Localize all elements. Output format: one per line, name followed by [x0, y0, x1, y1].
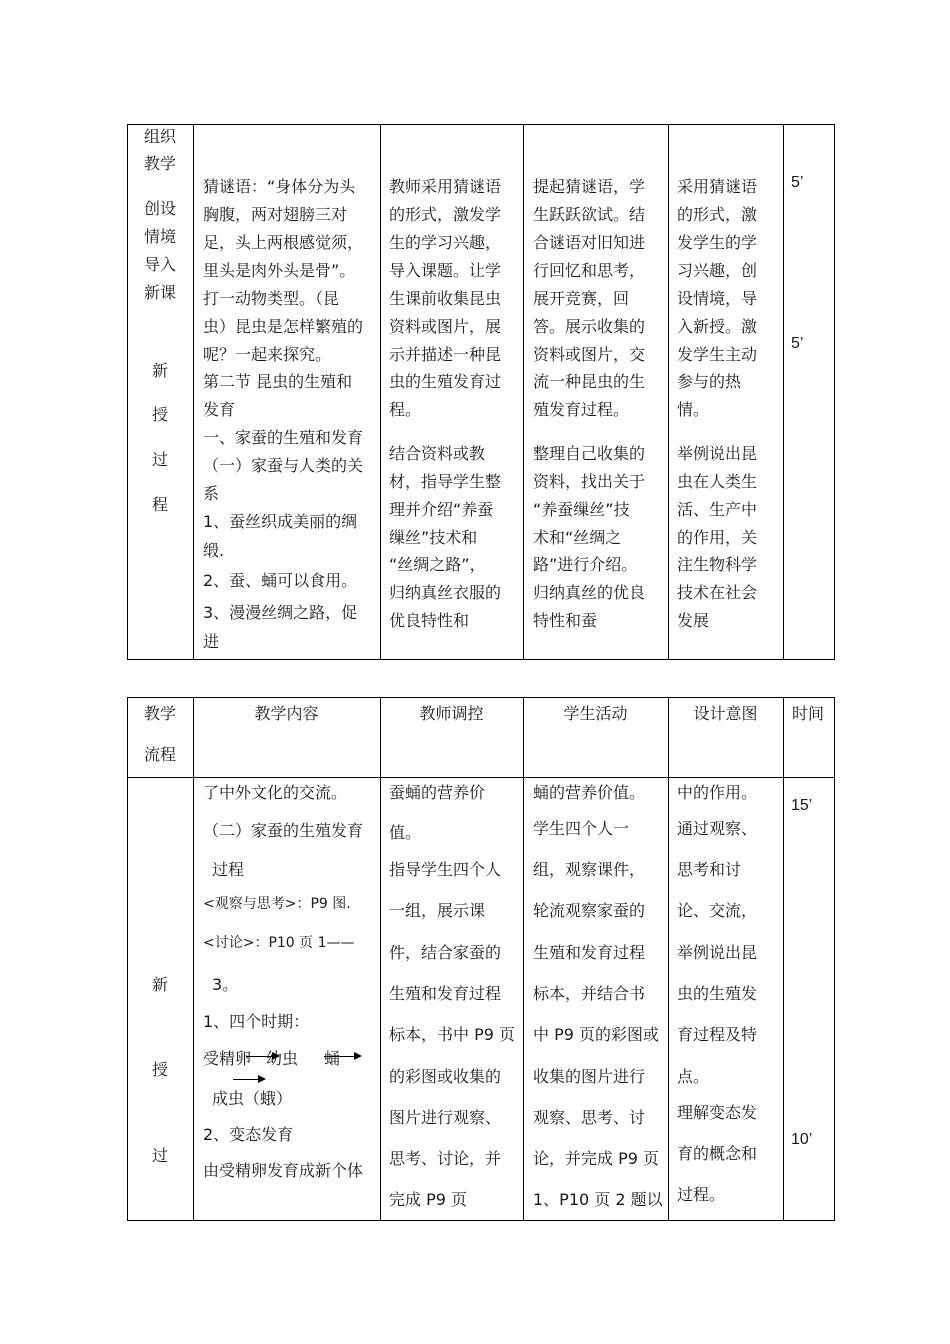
- t1-time-value: 5’: [791, 174, 804, 191]
- t1-teacher-line: 示并描述一种昆: [389, 345, 502, 364]
- t1-content-line: 虫）昆虫是怎样繁殖的: [203, 317, 364, 336]
- t2-student-line: 收集的图片进行: [533, 1067, 646, 1086]
- t2-design-line: 思考和讨: [677, 860, 742, 879]
- t2-time-value: 15’: [791, 797, 813, 814]
- t2-student-line: 中 P9 页的彩图或: [533, 1025, 660, 1044]
- t1-content-line: 足，头上两根感觉须，: [203, 233, 364, 252]
- t1-student-line: 流一种昆虫的生: [533, 372, 646, 391]
- t1-student-line: 展开竞赛，回: [533, 289, 630, 308]
- col-divider: [783, 698, 784, 1220]
- col-divider: [523, 125, 524, 659]
- stage-adult-label: 成虫（蛾）: [212, 1089, 293, 1108]
- t2-content-line: <讨论>：P10 页 1——: [203, 935, 355, 951]
- t2-student-line: 组，观察课件，: [533, 860, 646, 879]
- t1-student-line: 资料或图片，交: [533, 345, 646, 364]
- t2-student-line: 轮流观察家蚕的: [533, 901, 646, 920]
- t2-teacher-line: 的彩图或收集的: [389, 1067, 502, 1086]
- t1-process-text: 教学: [144, 154, 177, 173]
- t1-design-line: 技术在社会: [677, 583, 758, 602]
- t1-student-line: 路”进行介绍。: [533, 555, 638, 574]
- t2-header-design: 设计意图: [693, 704, 758, 723]
- t1-student-line: 特性和蚕: [533, 611, 598, 630]
- t1-content-line: 进: [203, 632, 220, 651]
- arrow-icon: [324, 1056, 360, 1057]
- t1-teacher-line: 生课前收集昆虫: [389, 289, 502, 308]
- t1-student-line: 行回忆和思考，: [533, 261, 646, 280]
- col-divider: [380, 125, 381, 659]
- col-divider: [783, 125, 784, 659]
- t1-design-line: 参与的热: [677, 372, 742, 391]
- t2-student-line: 1、P10 页 2 题以: [533, 1190, 663, 1209]
- stage-larva-label: 幼虫: [266, 1049, 299, 1068]
- t1-teacher-line: 归纳真丝衣服的: [389, 583, 502, 602]
- t2-student-line: 生殖和发育过程: [533, 943, 646, 962]
- t2-design-line: 论、交流，: [677, 901, 758, 920]
- t1-design-line: 举例说出昆: [677, 444, 758, 463]
- t1-process-text: 导入: [144, 255, 177, 274]
- t1-design-line: 入新授。激: [677, 317, 758, 336]
- t1-student-line: 答。展示收集的: [533, 317, 646, 336]
- t2-teacher-line: 标本，书中 P9 页: [389, 1025, 516, 1044]
- t1-teacher-line: 程。: [389, 400, 422, 419]
- col-divider: [193, 125, 194, 659]
- t1-student-line: 殖发育过程。: [533, 400, 630, 419]
- t1-process-text: 授: [152, 405, 169, 424]
- t2-teacher-line: 蚕蛹的营养价: [389, 783, 486, 802]
- t2-design-line: 点。: [677, 1067, 710, 1086]
- header-divider: [128, 777, 834, 778]
- t2-header-flow: 教学: [144, 704, 177, 723]
- t1-student-line: 资料，找出关于: [533, 472, 646, 491]
- t1-content-line: 第二节 昆虫的生殖和: [203, 372, 353, 391]
- t2-student-line: 蛹的营养价值。: [533, 783, 646, 802]
- t2-design-line: 举例说出昆: [677, 943, 758, 962]
- t2-teacher-line: 完成 P9 页: [389, 1190, 468, 1209]
- t2-teacher-line: 指导学生四个人: [389, 860, 502, 879]
- t1-process-text: 创设: [144, 199, 177, 218]
- t2-teacher-line: 图片进行观察、: [389, 1108, 502, 1127]
- t2-design-line: 通过观察、: [677, 819, 758, 838]
- t1-content-line: 里头是肉外头是骨”。: [203, 261, 356, 280]
- t2-design-line: 中的作用。: [677, 783, 758, 802]
- t2-student-line: 观察、思考、讨: [533, 1108, 646, 1127]
- t1-student-line: 提起猜谜语，学: [533, 177, 646, 196]
- t2-design-line: 过程。: [677, 1185, 726, 1204]
- t1-content-line: 一、家蚕的生殖和发育: [203, 428, 364, 447]
- t2-teacher-line: 一组，展示课: [389, 901, 486, 920]
- t2-design-line: 理解变态发: [677, 1103, 758, 1122]
- t1-teacher-line: 生的学习兴趣，: [389, 233, 502, 252]
- t2-content-line: 由受精卵发育成新个体: [203, 1161, 364, 1180]
- t1-content-line: 打一动物类型。（昆: [203, 289, 340, 308]
- t1-teacher-line: 资料或图片，展: [389, 317, 502, 336]
- t1-teacher-line: 结合资料或教: [389, 444, 486, 463]
- t1-student-line: “养蚕缫丝”技: [533, 500, 630, 519]
- arrow-icon: [233, 1079, 264, 1080]
- col-divider: [668, 698, 669, 1220]
- t1-design-line: 活、生产中: [677, 500, 758, 519]
- t2-header-teacher: 教师调控: [419, 704, 484, 723]
- t1-student-line: 术和“丝绸之: [533, 528, 622, 547]
- t2-teacher-line: 生殖和发育过程: [389, 984, 502, 1003]
- t1-process-text: 情境: [144, 227, 177, 246]
- t1-teacher-line: 缫丝”技术和: [389, 528, 478, 547]
- t1-time-value: 5’: [791, 335, 804, 352]
- t1-process-text: 新课: [144, 283, 177, 302]
- t1-design-line: 设情境，导: [677, 289, 758, 308]
- t2-header-time: 时间: [791, 704, 824, 723]
- t2-content-line: <观察与思考>：P9 图.: [203, 896, 351, 912]
- t2-content-line: （二）家蚕的生殖发育: [203, 821, 364, 840]
- t1-teacher-line: 导入课题。让学: [389, 261, 502, 280]
- t1-process-text: 组织: [144, 127, 177, 146]
- t2-content-line: 1、四个时期：: [203, 1012, 310, 1031]
- t2-header-content: 教学内容: [254, 704, 319, 723]
- t2-teacher-line: 件，结合家蚕的: [389, 943, 502, 962]
- t1-teacher-line: 材，指导学生整: [389, 472, 502, 491]
- t2-content-line: 了中外文化的交流。: [203, 783, 348, 802]
- t1-design-line: 的形式，激: [677, 205, 758, 224]
- t1-design-line: 的作用，关: [677, 528, 758, 547]
- t1-content-line: （一）家蚕与人类的关: [203, 456, 364, 475]
- t2-header-student: 学生活动: [563, 704, 628, 723]
- t1-teacher-line: 的形式，激发学: [389, 205, 502, 224]
- stage-pupa-label: 蛹: [324, 1049, 341, 1068]
- t2-process-text: 过: [152, 1146, 169, 1165]
- t2-content-line: 3。: [212, 975, 239, 994]
- t1-design-line: 习兴趣，创: [677, 261, 758, 280]
- t1-content-line: 2、蚕、蛹可以食用。: [203, 571, 358, 590]
- t1-teacher-line: 理并介绍“养蚕: [389, 500, 494, 519]
- t1-design-line: 发学生主动: [677, 345, 758, 364]
- t2-process-text: 新: [152, 975, 169, 994]
- t2-student-line: 论，并完成 P9 页: [533, 1149, 660, 1168]
- stage-egg-label: 受精卵: [203, 1049, 252, 1068]
- t1-design-line: 注生物科学: [677, 555, 758, 574]
- t1-teacher-line: 教师采用猜谜语: [389, 177, 502, 196]
- t1-student-line: 合谜语对旧知进: [533, 233, 646, 252]
- t1-student-line: 生跃跃欲试。结: [533, 205, 646, 224]
- t1-content-line: 猜谜语：“身体分为头: [203, 177, 356, 196]
- t1-content-line: 胸腹，两对翅膀三对: [203, 205, 348, 224]
- t1-teacher-line: “丝绸之路”，: [389, 555, 486, 574]
- col-divider: [380, 698, 381, 1220]
- t2-teacher-line: 值。: [389, 823, 422, 842]
- t2-student-line: 学生四个人一: [533, 819, 630, 838]
- t1-content-line: 缎.: [203, 541, 225, 560]
- t2-design-line: 虫的生殖发: [677, 984, 758, 1003]
- col-divider: [523, 698, 524, 1220]
- t1-design-line: 发展: [677, 611, 710, 630]
- t1-content-line: 系: [203, 484, 220, 503]
- t2-content-line: 2、变态发育: [203, 1125, 294, 1144]
- t1-student-line: 整理自己收集的: [533, 444, 646, 463]
- t1-teacher-line: 优良特性和: [389, 611, 470, 630]
- t1-student-line: 归纳真丝的优良: [533, 583, 646, 602]
- t2-header-flow: 流程: [144, 745, 177, 764]
- t1-design-line: 采用猜谜语: [677, 177, 758, 196]
- col-divider: [668, 125, 669, 659]
- t2-process-text: 授: [152, 1060, 169, 1079]
- t1-teacher-line: 虫的生殖发育过: [389, 372, 502, 391]
- t2-teacher-line: 思考、讨论，并: [389, 1149, 502, 1168]
- t1-design-line: 虫在人类生: [677, 472, 758, 491]
- t2-time-value: 10’: [791, 1131, 813, 1148]
- t1-design-line: 发学生的学: [677, 233, 758, 252]
- t1-design-line: 情。: [677, 400, 710, 419]
- t2-design-line: 育的概念和: [677, 1144, 758, 1163]
- t2-student-line: 标本，并结合书: [533, 984, 646, 1003]
- t1-content-line: 发育: [203, 400, 236, 419]
- t1-content-line: 3、漫漫丝绸之路，促: [203, 603, 358, 622]
- t1-process-text: 新: [152, 361, 169, 380]
- col-divider: [193, 698, 194, 1220]
- t1-process-text: 程: [152, 495, 169, 514]
- t1-content-line: 1、蚕丝织成美丽的绸: [203, 512, 358, 531]
- t1-process-text: 过: [152, 450, 169, 469]
- t2-design-line: 育过程及特: [677, 1025, 758, 1044]
- t2-content-line: 过程: [212, 860, 245, 879]
- t1-content-line: 呢？一起来探究。: [203, 345, 332, 364]
